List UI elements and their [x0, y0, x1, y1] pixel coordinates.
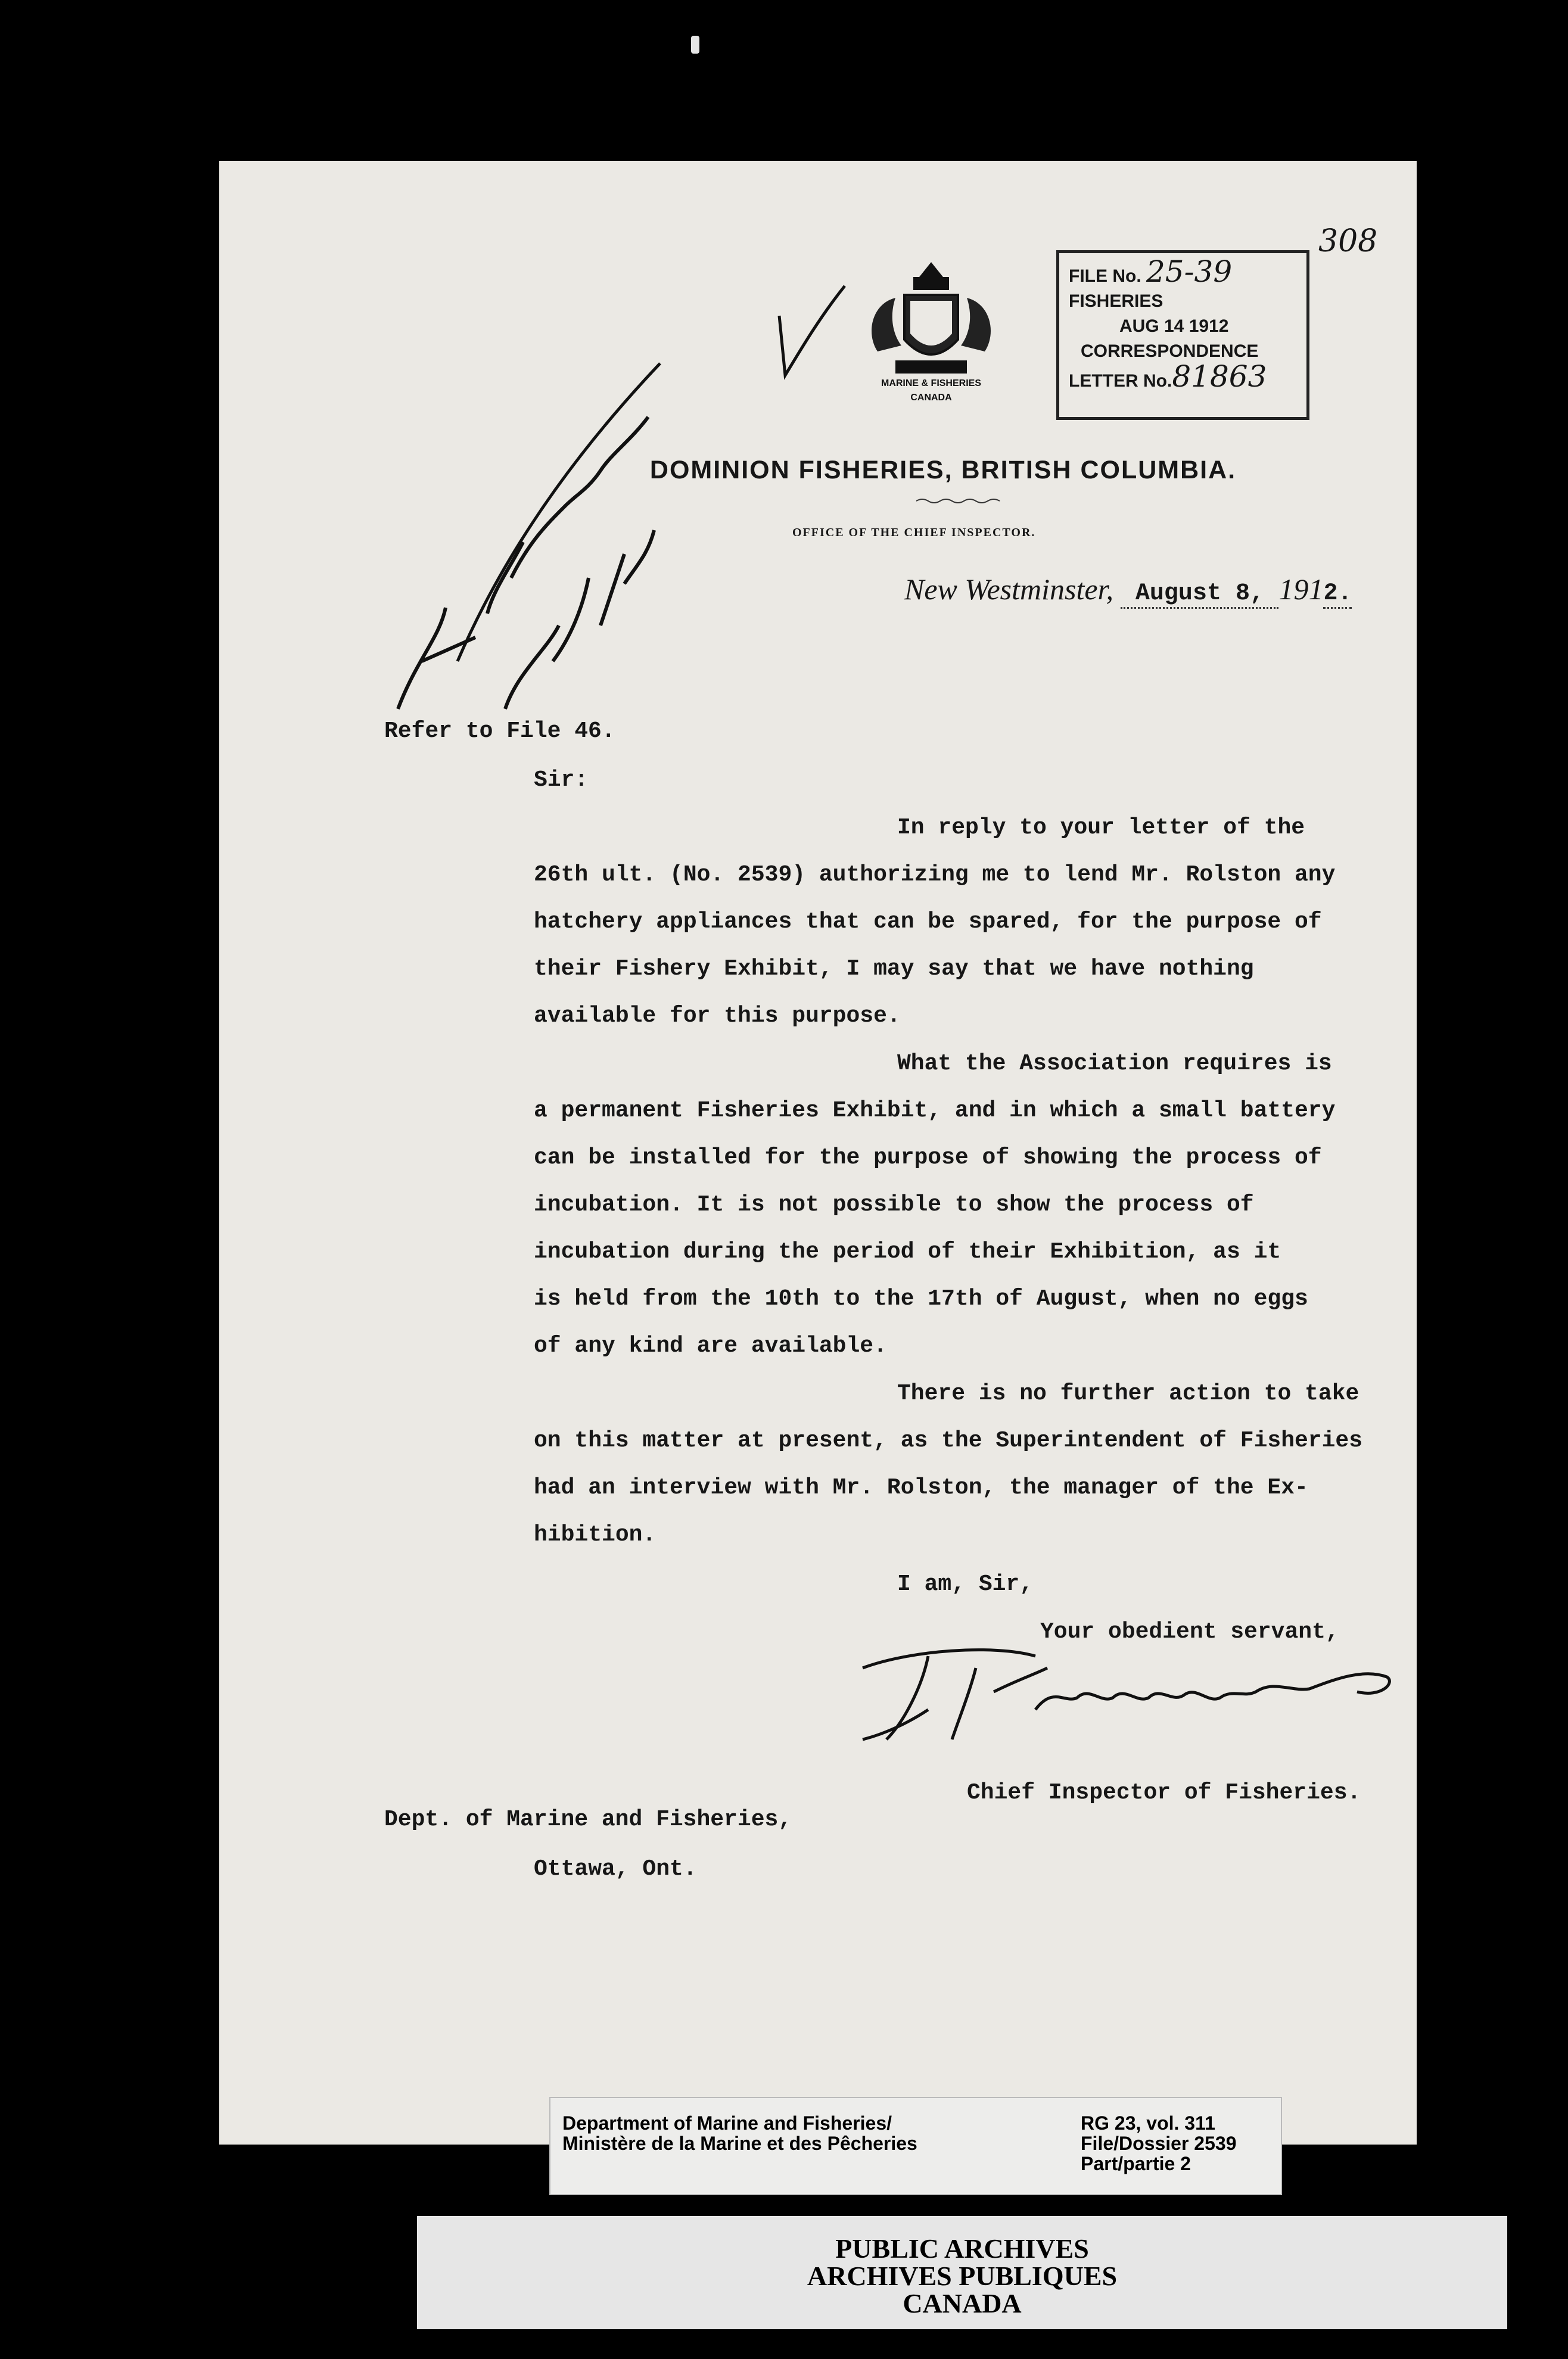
- stamp-date: AUG 14 1912: [1119, 316, 1229, 336]
- signatory-title: Chief Inspector of Fisheries.: [967, 1780, 1361, 1806]
- body-line: incubation. It is not possible to show the process of: [534, 1192, 1254, 1218]
- received-stamp: [1056, 250, 1309, 420]
- body-line: is held from the 10th to the 17th of August, when no eggs: [534, 1286, 1308, 1312]
- addressee-line: Dept. of Marine and Fisheries,: [384, 1807, 792, 1832]
- label-part: Part/partie 2: [1081, 2153, 1191, 2174]
- reference-line: Refer to File 46.: [384, 718, 615, 744]
- body-line: their Fishery Exhibit, I may say that we have nothing: [534, 956, 1254, 982]
- handwritten-signature: [839, 1632, 1405, 1751]
- letterhead-office: OFFICE OF THE CHIEF INSPECTOR.: [792, 526, 1036, 539]
- body-line: There is no further action to take: [897, 1381, 1359, 1406]
- body-line: had an interview with Mr. Rolston, the manager of the Ex-: [534, 1475, 1308, 1501]
- banner-line-en: PUBLIC ARCHIVES: [835, 2233, 1089, 2264]
- stamp-letter-label: LETTER No.: [1069, 371, 1172, 391]
- letterhead-organization: DOMINION FISHERIES, BRITISH COLUMBIA.: [649, 456, 1237, 484]
- coat-of-arms-crest: [842, 250, 1021, 429]
- stamp-letter-number: 81863: [1172, 359, 1267, 394]
- body-line: can be installed for the purpose of showing the process of: [534, 1145, 1322, 1171]
- label-department-fr: Ministère de la Marine et des Pêcheries: [562, 2133, 917, 2154]
- body-line: hatchery appliances that can be spared, for the purpose of: [534, 909, 1322, 935]
- svg-text:F.H. Cunningham: F.H. Cunningham: [1077, 1744, 1130, 1750]
- label-file-number: File/Dossier 2539: [1081, 2133, 1237, 2154]
- label-record-group: RG 23, vol. 311: [1081, 2112, 1215, 2134]
- place-and-date: [904, 572, 1352, 609]
- banner-line-fr: ARCHIVES PUBLIQUES: [807, 2261, 1118, 2291]
- archive-reference-label: [549, 2097, 1282, 2195]
- handwritten-file-note: [374, 328, 851, 745]
- body-line: a permanent Fisheries Exhibit, and in which a small battery: [534, 1098, 1336, 1124]
- svg-text:MARINE & FISHERIES: MARINE & FISHERIES: [881, 378, 982, 388]
- stamp-department: FISHERIES: [1069, 291, 1163, 311]
- body-line: 26th ult. (No. 2539) authorizing me to lend Mr. Rolston any: [534, 862, 1336, 888]
- stamp-file-number: 25-39: [1146, 254, 1233, 289]
- salutation: Sir:: [534, 767, 589, 793]
- check-mark: [767, 274, 851, 381]
- body-line: hibition.: [534, 1522, 657, 1548]
- label-department-en: Department of Marine and Fisheries/: [562, 2112, 892, 2134]
- body-line: of any kind are available.: [534, 1333, 887, 1359]
- addressee-line: Ottawa, Ont.: [534, 1856, 697, 1882]
- svg-text:File Aug 15 12: File Aug 15 12: [452, 519, 496, 526]
- closing-line: Your obedient servant,: [1040, 1619, 1339, 1645]
- body-line: available for this purpose.: [534, 1003, 901, 1029]
- stamp-correspondence: CORRESPONDENCE: [1081, 341, 1259, 361]
- banner-line-country: CANADA: [903, 2288, 1022, 2318]
- body-line: on this matter at present, as the Superintendent of Fisheries: [534, 1428, 1363, 1454]
- body-line: In reply to your letter of the: [897, 815, 1305, 841]
- page-number: 308: [1318, 223, 1378, 259]
- body-line: incubation during the period of their Exhibition, as it: [534, 1239, 1281, 1265]
- closing-line: I am, Sir,: [897, 1571, 1034, 1597]
- public-archives-banner: [417, 2216, 1507, 2329]
- letter-page: [219, 161, 1417, 2145]
- body-line: What the Association requires is: [897, 1051, 1332, 1076]
- film-speck: [691, 36, 699, 54]
- date-month-day: August 8,: [1135, 580, 1264, 607]
- place: New Westminster,: [904, 572, 1113, 606]
- date-year-prefix: 191: [1278, 572, 1324, 606]
- stamp-file-label: FILE No.: [1069, 266, 1141, 286]
- svg-text:CANADA: CANADA: [910, 393, 952, 403]
- letterhead-ornament: [916, 497, 1006, 505]
- date-year-suffix: 2.: [1323, 580, 1352, 607]
